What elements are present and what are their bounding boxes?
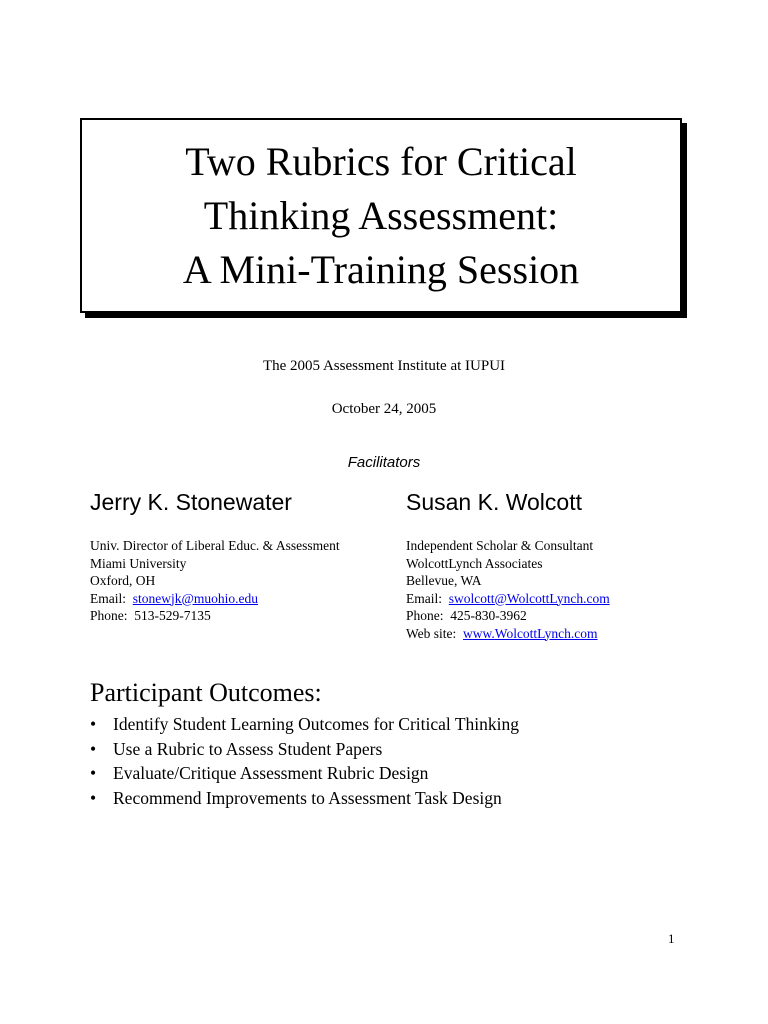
outcomes-heading: Participant Outcomes: <box>90 678 322 707</box>
outcome-item <box>90 712 519 737</box>
facilitator-1-phone-label: Phone: <box>90 608 128 623</box>
bullet-icon: • <box>90 787 97 808</box>
facilitator-2-phone-label: Phone: <box>406 608 444 623</box>
outcome-text: Identify Student Learning Outcomes for Critical Thinking <box>113 714 519 734</box>
facilitator-1-phone: 513-529-7135 <box>134 608 211 623</box>
facilitator-1-phone-row <box>90 607 340 625</box>
facilitator-2-website-row <box>406 625 610 643</box>
facilitator-2-email-link[interactable]: swolcott@WolcottLynch.com <box>448 590 610 606</box>
outcome-item <box>90 737 519 762</box>
facilitator-2-name: Susan K. Wolcott <box>406 489 582 515</box>
outcome-text: Recommend Improvements to Assessment Task Design <box>113 787 502 808</box>
outcome-text: Use a Rubric to Assess Student Papers <box>113 738 383 759</box>
title-box <box>80 118 682 313</box>
event-institute: The 2005 Assessment Institute at IUPUI <box>262 358 506 374</box>
facilitator-2-title: Independent Scholar & Consultant <box>406 538 594 553</box>
title-line-3: A Mini-Training Session <box>182 246 580 292</box>
event-date: October 24, 2005 <box>331 401 437 417</box>
facilitator-1-title: Univ. Director of Liberal Educ. & Assessment <box>90 538 340 553</box>
facilitator-2-location: Bellevue, WA <box>406 573 482 588</box>
facilitator-2-email-label: Email: <box>406 590 442 606</box>
facilitator-1-location: Oxford, OH <box>90 573 156 588</box>
outcome-text: Evaluate/Critique Assessment Rubric Design <box>113 763 429 783</box>
facilitator-1-organization: Miami University <box>90 555 187 571</box>
bullet-icon: • <box>90 714 97 734</box>
facilitator-2-phone: 425-830-3962 <box>450 608 527 623</box>
facilitator-2-website-link[interactable]: www.WolcottLynch.com <box>463 625 598 641</box>
page-number: 1 <box>668 931 675 946</box>
title-line-2: Thinking Assessment: <box>203 192 559 238</box>
facilitator-2-phone-row <box>406 607 610 625</box>
facilitator-1-email-label: Email: <box>90 590 126 606</box>
bullet-icon: • <box>90 738 97 759</box>
facilitator-1-name: Jerry K. Stonewater <box>90 489 292 515</box>
facilitator-2-details <box>406 537 610 642</box>
facilitator-2-email-row <box>406 590 610 608</box>
outcomes-list <box>90 712 519 810</box>
facilitator-1-email-row <box>90 590 340 608</box>
facilitator-2-website-label: Web site: <box>406 625 457 641</box>
title-line-1: Two Rubrics for Critical <box>185 138 577 184</box>
outcome-item <box>90 786 519 811</box>
outcome-item <box>90 761 519 786</box>
facilitator-2-organization: WolcottLynch Associates <box>406 555 543 571</box>
facilitator-1-email-link[interactable]: stonewjk@muohio.edu <box>132 590 259 606</box>
facilitators-label: Facilitators <box>347 454 421 471</box>
facilitator-1-details <box>90 537 340 625</box>
bullet-icon: • <box>90 763 97 783</box>
